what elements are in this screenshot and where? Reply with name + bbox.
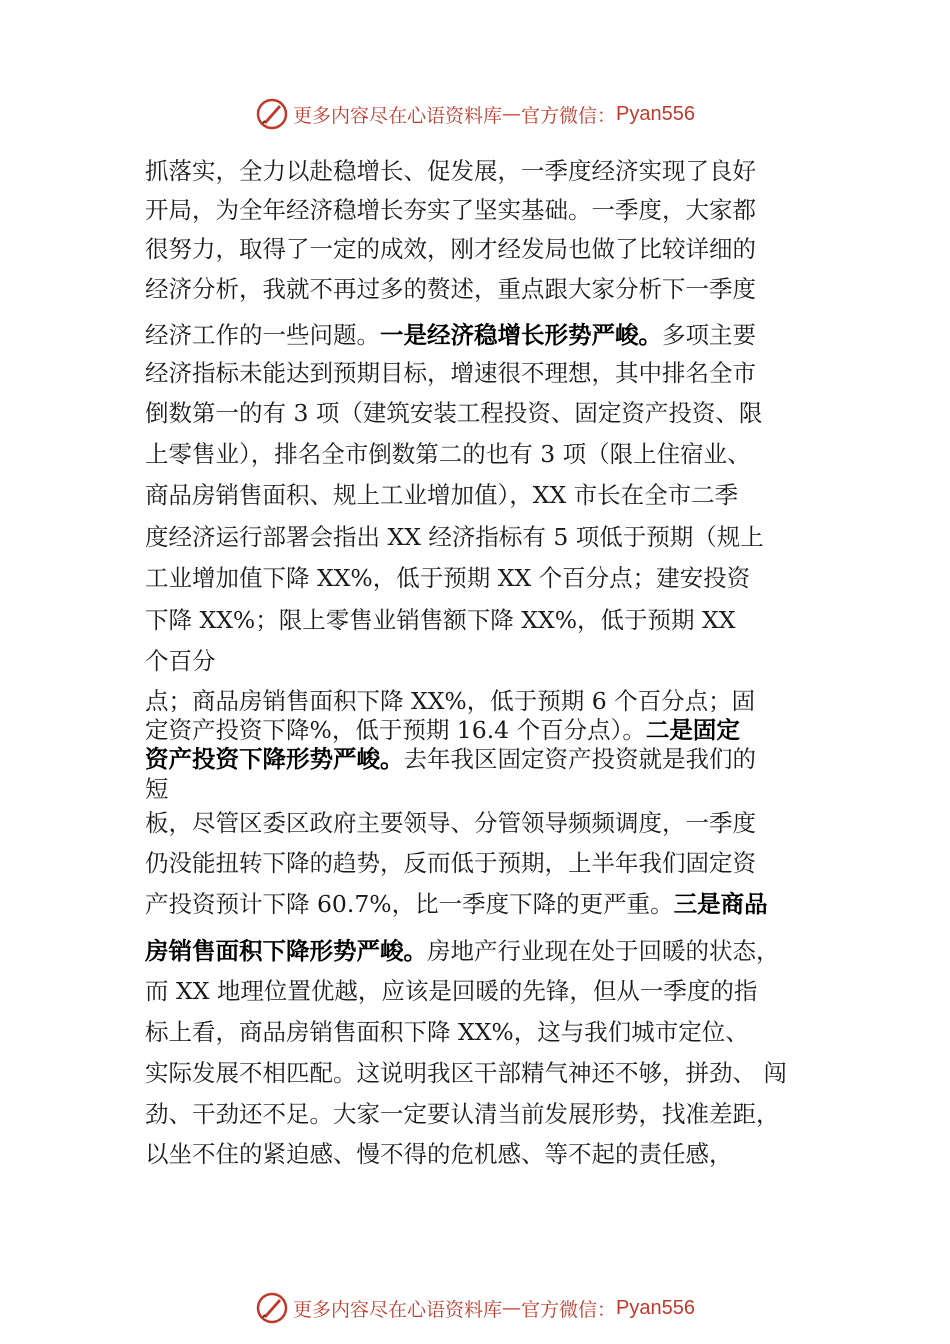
text-line bbox=[145, 686, 825, 716]
text-line bbox=[145, 522, 825, 552]
text-run: 而 XX 地理位置优越，应该是回暖的先锋，但从一季度的指 bbox=[145, 977, 758, 1005]
header-wechat-id: Pyan556 bbox=[616, 102, 695, 125]
text-line bbox=[145, 320, 825, 350]
text-run: 开局，为全年经济稳增长夯实了坚实基础。一季度，大家都 bbox=[145, 196, 756, 224]
header-dash: — bbox=[502, 103, 522, 125]
quill-seal-logo-icon bbox=[255, 97, 289, 131]
text-run: 经济指标未能达到预期目标，增速很不理想，其中排名全市 bbox=[145, 359, 756, 387]
footer-wechat-label: 官方微信： bbox=[521, 1298, 617, 1321]
text-run: 倒数第一的有 3 项（建筑安装工程投资、固定资产投资、限 bbox=[145, 399, 763, 427]
header-wechat-label: 官方微信： bbox=[521, 104, 617, 127]
text-line bbox=[145, 848, 825, 878]
text-run: 标上看，商品房销售面积下降 XX%，这与我们城市定位、 bbox=[145, 1018, 749, 1046]
text-line bbox=[145, 234, 825, 264]
text-line bbox=[145, 605, 825, 635]
text-run: 定资产投资下降%，低于预期 16.4 个百分点）。 bbox=[145, 716, 646, 744]
text-run: 上零售业），排名全市倒数第二的也有 3 项（限上住宿业、 bbox=[145, 440, 751, 468]
text-line bbox=[145, 889, 825, 919]
text-run: 经济分析，我就不再过多的赘述，重点跟大家分析下一季度 bbox=[145, 275, 756, 303]
text-line bbox=[145, 976, 825, 1006]
text-line bbox=[145, 274, 825, 304]
text-line bbox=[145, 744, 825, 774]
footer-site-name: 更多内容尽在心语资料库 bbox=[293, 1298, 503, 1321]
text-run: 很努力，取得了一定的成效，刚才经发局也做了比较详细的 bbox=[145, 235, 756, 263]
bold-heading-run: 一是经济稳增长形势严峻。 bbox=[380, 321, 662, 349]
text-line bbox=[145, 156, 825, 186]
footer-banner bbox=[0, 1288, 950, 1328]
text-run: 商品房销售面积、规上工业增加值），XX 市长在全市二季 bbox=[145, 481, 739, 509]
text-run: 实际发展不相匹配。这说明我区干部精气神还不够，拼劲、 闯 bbox=[145, 1059, 787, 1087]
text-line bbox=[145, 774, 825, 804]
text-run: 短 bbox=[145, 775, 169, 803]
text-run: 工业增加值下降 XX%，低于预期 XX 个百分点；建安投资 bbox=[145, 564, 751, 592]
text-run: 个百分 bbox=[145, 647, 216, 675]
text-run: 度经济运行部署会指出 XX 经济指标有 5 项低于预期（规上 bbox=[145, 523, 764, 551]
text-run: 仍没能扭转下降的趋势，反而低于预期，上半年我们固定资 bbox=[145, 849, 756, 877]
text-run: 板，尽管区委区政府主要领导、分管领导频频调度，一季度 bbox=[145, 809, 756, 837]
text-run: 产投资预计下降 60.7%，比一季度下降的更严重。 bbox=[145, 890, 674, 918]
text-line bbox=[145, 480, 825, 510]
text-line bbox=[145, 1058, 825, 1088]
header-site-name: 更多内容尽在心语资料库 bbox=[293, 104, 503, 127]
text-line bbox=[145, 439, 825, 469]
bold-heading-run: 三是商品 bbox=[673, 890, 768, 918]
text-run: 经济工作的一些问题。 bbox=[145, 321, 380, 349]
bold-heading-run: 房销售面积下降形势严峻。 bbox=[145, 937, 427, 965]
footer-dash: — bbox=[502, 1297, 522, 1319]
text-run: 以坐不住的紧迫感、慢不得的危机感、等不起的责任感， bbox=[145, 1140, 733, 1168]
text-line bbox=[145, 646, 825, 676]
text-line bbox=[145, 358, 825, 388]
bold-heading-run: 资产投资下降形势严峻。 bbox=[145, 745, 404, 773]
text-line bbox=[145, 715, 825, 745]
quill-seal-logo-icon bbox=[255, 1291, 289, 1325]
text-line bbox=[145, 808, 825, 838]
text-run: 房地产行业现在处于回暖的状态， bbox=[427, 937, 780, 965]
text-line bbox=[145, 195, 825, 225]
bold-heading-run: 二是固定 bbox=[645, 716, 740, 744]
text-run: 去年我区固定资产投资就是我们的 bbox=[403, 745, 756, 773]
text-run: 下降 XX%；限上零售业销售额下降 XX%，低于预期 XX bbox=[145, 606, 736, 634]
text-line bbox=[145, 398, 825, 428]
text-line bbox=[145, 1139, 825, 1169]
text-run: 点；商品房销售面积下降 XX%，低于预期 6 个百分点；固 bbox=[145, 687, 756, 715]
text-run: 多项主要 bbox=[662, 321, 756, 349]
text-run: 劲、干劲还不足。大家一定要认清当前发展形势，找准差距， bbox=[145, 1100, 780, 1128]
text-line bbox=[145, 936, 825, 966]
text-line bbox=[145, 563, 825, 593]
footer-wechat-id: Pyan556 bbox=[616, 1296, 695, 1319]
text-line bbox=[145, 1017, 825, 1047]
text-run: 抓落实，全力以赴稳增长、促发展，一季度经济实现了良好 bbox=[145, 157, 756, 185]
header-banner bbox=[0, 94, 950, 134]
text-line bbox=[145, 1099, 825, 1129]
